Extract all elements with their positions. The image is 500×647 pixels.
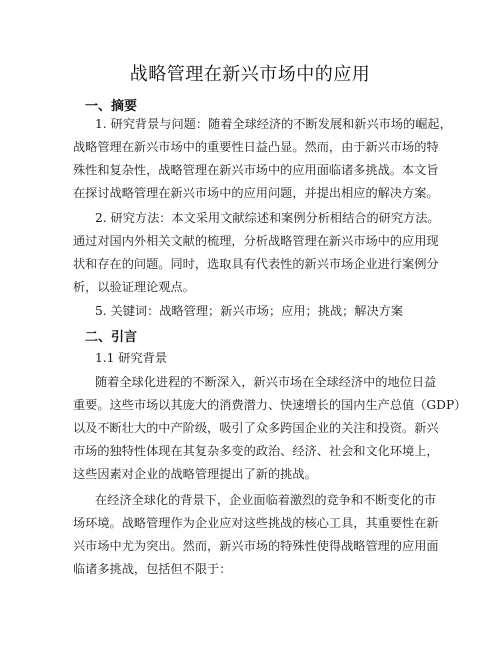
- paragraph-line: 战略管理在新兴市场中的重要性日益凸显。然而，由于新兴市场的特: [73, 140, 439, 154]
- paragraph-line: 在探讨战略管理在新兴市场中的应用问题，并提出相应的解决方案。: [73, 186, 439, 200]
- paragraph-line: 析，以验证理论观点。: [73, 280, 195, 294]
- paragraph-line: 重要。这些市场以其庞大的消费潜力、快速增长的国内生产总值（GDP）: [73, 398, 467, 412]
- keywords-line: 5. 关键词：战略管理；新兴市场；应用；挑战；解决方案: [95, 304, 404, 318]
- section-heading-abstract: 一、摘要: [85, 99, 138, 114]
- paragraph-line: 兴市场中尤为突出。然而，新兴市场的特殊性使得战略管理的应用面: [73, 539, 439, 553]
- paragraph-line: 殊性和复杂性，战略管理在新兴市场中的应用面临诸多挑战。本文旨: [73, 163, 439, 177]
- paragraph-line: 市场的独特性体现在其复杂多变的政治、经济、社会和文化环境上，: [73, 444, 439, 458]
- paragraph-line: 1. 研究背景与问题：随着全球经济的不断发展和新兴市场的崛起，: [95, 117, 452, 131]
- paragraph-line: 状和存在的问题。同时，选取具有代表性的新兴市场企业进行案例分: [73, 257, 439, 271]
- paragraph-line: 随着全球化进程的不断深入，新兴市场在全球经济中的地位日益: [95, 375, 437, 389]
- paragraph-line: 场环境。战略管理作为企业应对这些挑战的核心工具，其重要性在新: [73, 516, 439, 530]
- document-title: 战略管理在新兴市场中的应用: [129, 64, 371, 85]
- subsection-heading: 1.1 研究背景: [95, 351, 168, 365]
- paragraph-line: 通过对国内外相关文献的梳理，分析战略管理在新兴市场中的应用现: [73, 234, 439, 248]
- paragraph-line: 在经济全球化的背景下，企业面临着激烈的竞争和不断变化的市: [95, 493, 437, 507]
- paragraph-line: 临诸多挑战，包括但不限于：: [73, 562, 232, 576]
- paragraph-line: 这些因素对企业的战略管理提出了新的挑战。: [73, 467, 317, 481]
- paragraph-line: 以及不断壮大的中产阶级，吸引了众多跨国企业的关注和投资。新兴: [73, 421, 439, 435]
- paragraph-line: 2. 研究方法：本文采用文献综述和案例分析相结合的研究方法。: [95, 211, 440, 225]
- section-heading-introduction: 二、引言: [85, 330, 138, 345]
